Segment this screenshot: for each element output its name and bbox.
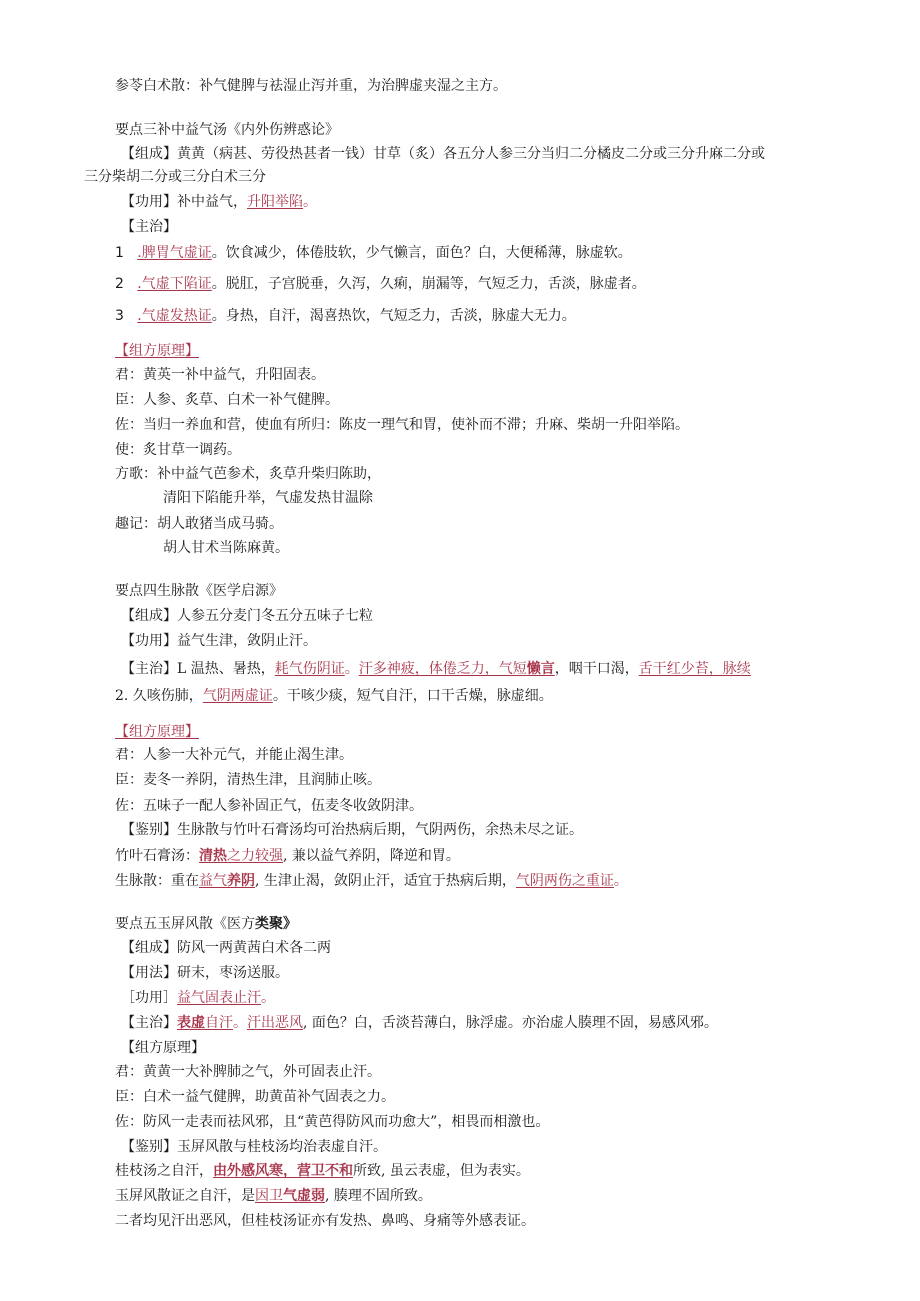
section3-song-line1: 方歌：补中益气芭参术，炙草升柴归陈助， xyxy=(115,466,381,482)
section3-mnemonic-line1: 趣记：胡人敢猪当成马骑。 xyxy=(115,516,283,532)
section3-composition-line2: 三分柴胡二分或三分白术三分 xyxy=(84,169,266,185)
section3-indication-2: 2 .气虚下陷证。脱肛，子宫脱垂，久泻，久痢，崩漏等，气短乏力，舌淡，脉虚者。 xyxy=(115,276,646,292)
section4-principle-heading: 【组方原理】 xyxy=(115,724,199,740)
section4-indication-1: 【主治】L 温热、暑热，耗气伤阴证。汗多神疲，体倦乏力，气短懒言，咽干口渴，舌干红少苔，脉续 xyxy=(121,661,751,677)
section5-usage: 【用法】研末，枣汤送服。 xyxy=(121,965,289,981)
section5-yupingfeng-comparison: 玉屏风散证之自汗，是因卫气虚弱, 腠理不固所致。 xyxy=(115,1188,432,1204)
section3-minister: 臣：人参、炙草、白术一补气健脾。 xyxy=(115,392,339,408)
section5-minister: 臣：白术一益气健脾，助黄苗补气固表之力。 xyxy=(115,1089,395,1105)
section3-indication-label: 【主治】 xyxy=(121,219,177,235)
section4-minister: 臣：麦冬一养阴，清热生津，且润肺止咳。 xyxy=(115,772,381,788)
section4-assistant: 佐：五味子一配人参补固正气，伍麦冬收敛阴津。 xyxy=(115,798,423,814)
section4-indication-2: 2. 久咳伤肺，气阴两虚证。干咳少痰，短气自汗，口干舌燥，脉虚细。 xyxy=(115,688,553,704)
section3-composition-line1: 【组成】黄黄（病甚、劳役热甚者一钱）甘草（炙）各五分人参三分当归二分橘皮二分或三分升麻二分或 xyxy=(121,146,765,162)
section3-title: 要点三补中益气汤《内外伤辨惑论》 xyxy=(115,122,339,138)
section4-title: 要点四生脉散《医学启源》 xyxy=(115,583,283,599)
section3-mnemonic-line2: 胡人甘术当陈麻黄。 xyxy=(163,540,289,556)
section5-indication: 【主治】表虚自汗。汗出恶风, 面色？白，舌淡苔薄白，脉浮虚。亦治虚人腠理不固，易感风邪。 xyxy=(121,1015,718,1031)
section3-indication-3: 3 .气虚发热证。身热，自汗，渴喜热饮，气短乏力，舌淡，脉虚大无力。 xyxy=(115,308,576,324)
section4-function: 【功用】益气生津，敛阴止汗。 xyxy=(121,633,317,649)
section4-composition: 【组成】人参五分麦门冬五分五味子七粒 xyxy=(121,608,373,624)
section3-principle-heading: 【组方原理】 xyxy=(115,343,199,359)
section3-function: 【功用】补中益气，升阳举陷。 xyxy=(121,194,317,210)
section3-song-line2: 清阳下陷能升举，气虚发热甘温除 xyxy=(163,490,373,506)
section5-conclusion: 二者均见汗出恶风，但桂枝汤证亦有发热、鼻鸣、身痛等外感表证。 xyxy=(115,1213,535,1229)
section5-function: ［功用］益气固表止汗。 xyxy=(121,990,275,1006)
section5-assistant: 佐：防风一走表而祛风邪，且“黄芭得防风而功愈大”，相畏而相激也。 xyxy=(115,1114,550,1130)
section3-indication-1: 1 .脾胃气虚证。饮食减少，体倦肢软，少气懒言，面色？白，大便稀薄，脉虚软。 xyxy=(115,245,632,261)
section5-composition: 【组成】防风一两黄茜白术各二两 xyxy=(121,940,331,956)
section5-guizhi-comparison: 桂枝汤之自汗，由外感风寒，营卫不和所致, 虽云表虚，但为表实。 xyxy=(115,1163,530,1179)
section4-differentiation: 【鉴别】生脉散与竹叶石膏汤均可治热病后期，气阴两伤，余热未尽之证。 xyxy=(121,822,583,838)
section5-principle-heading: 【组方原理】 xyxy=(121,1040,205,1056)
section4-shengmai-comparison: 生脉散：重在益气养阴, 生津止渴，敛阴止汗，适宜于热病后期，气阴两伤之重证。 xyxy=(115,873,628,889)
section3-assistant: 佐：当归一养血和营，使血有所归：陈皮一理气和胃，使补而不滞；升麻、柴胡一升阳举陷。 xyxy=(115,417,689,433)
section3-envoy: 使：炙甘草一调药。 xyxy=(115,442,241,458)
section5-monarch: 君：黄黄一大补脾肺之气，外可固表止汗。 xyxy=(115,1064,381,1080)
section3-monarch: 君：黄英一补中益气，升阳固表。 xyxy=(115,367,325,383)
section4-monarch: 君：人参一大补元气，并能止渴生津。 xyxy=(115,747,353,763)
section5-title: 要点五玉屏风散《医方类聚》 xyxy=(115,916,297,932)
shenling-summary: 参苓白术散：补气健脾与祛湿止泻并重，为治脾虚夹湿之主方。 xyxy=(115,78,507,94)
section5-differentiation: 【鉴别】玉屏风散与桂枝汤均治表虚自汗。 xyxy=(121,1139,387,1155)
section4-zhuye-comparison: 竹叶石膏汤：清热之力较强, 兼以益气养阴，降逆和胃。 xyxy=(115,848,460,864)
